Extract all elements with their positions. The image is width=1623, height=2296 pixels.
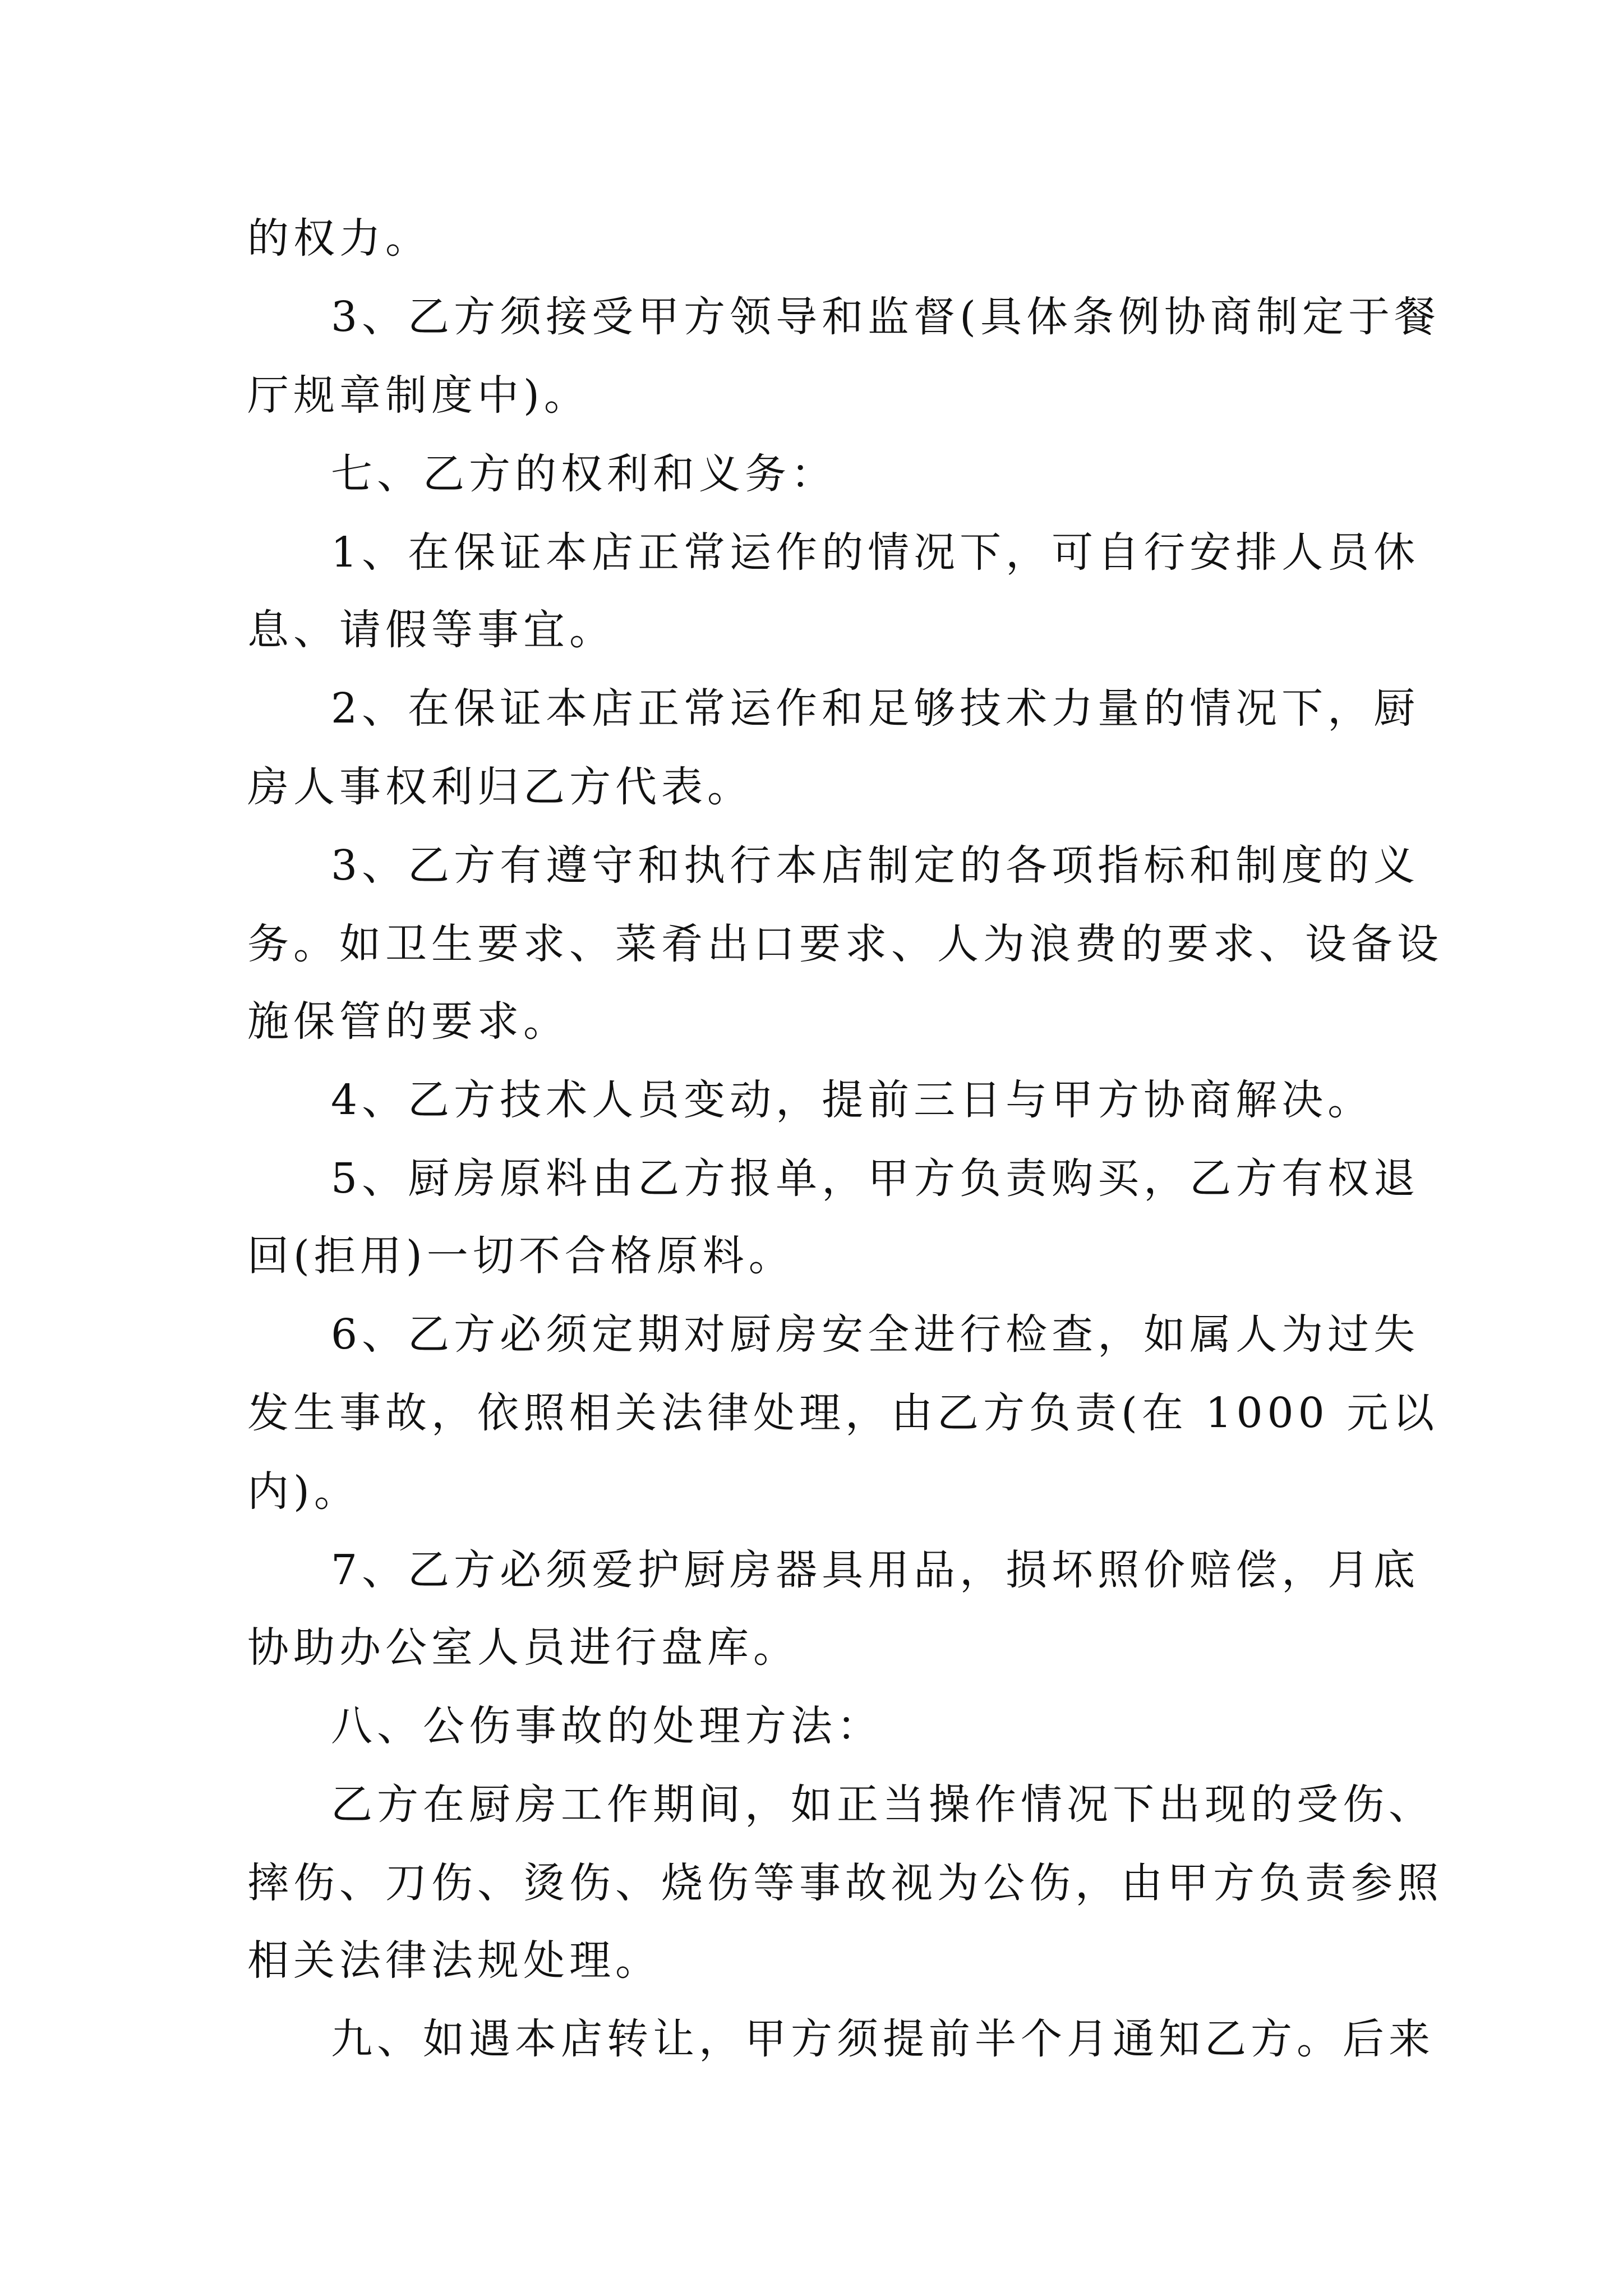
text-line: 乙方在厨房工作期间，如正当操作情况下出现的受伤、 bbox=[331, 1780, 1435, 1829]
text-line: 厅规章制度中)。 bbox=[247, 371, 590, 420]
text-line: 的权力。 bbox=[247, 214, 431, 263]
text-line: 施保管的要求。 bbox=[247, 997, 569, 1046]
text-line: 4、乙方技术人员变动，提前三日与甲方协商解决。 bbox=[331, 1076, 1374, 1124]
text-line: 3、乙方须接受甲方领导和监督(具体条例协商制定于餐 bbox=[331, 293, 1440, 341]
text-line: 务。如卫生要求、菜肴出口要求、人为浪费的要求、设备设 bbox=[247, 920, 1443, 968]
text-line: 九、如遇本店转让，甲方须提前半个月通知乙方。后来 bbox=[331, 2015, 1435, 2063]
text-line: 3、乙方有遵守和执行本店制定的各项指标和制度的义 bbox=[331, 841, 1420, 890]
text-line: 发生事故，依照相关法律处理，由乙方负责(在 1000 元以 bbox=[247, 1389, 1439, 1437]
text-line: 房人事权利归乙方代表。 bbox=[247, 763, 753, 811]
text-line: 协助办公室人员进行盘库。 bbox=[247, 1623, 799, 1672]
text-line: 相关法律法规处理。 bbox=[247, 1936, 661, 1985]
text-line: 2、在保证本店正常运作和足够技术力量的情况下，厨 bbox=[331, 684, 1420, 733]
text-line: 1、在保证本店正常运作的情况下，可自行安排人员休 bbox=[331, 528, 1420, 577]
text-line: 7、乙方必须爱护厨房器具用品，损坏照价赔偿，月底 bbox=[331, 1546, 1420, 1594]
text-line: 6、乙方必须定期对厨房安全进行检查，如属人为过失 bbox=[331, 1310, 1420, 1359]
text-line: 回(拒用)一切不合格原料。 bbox=[247, 1232, 795, 1280]
text-line: 七、乙方的权利和义务： bbox=[331, 450, 837, 498]
text-line: 5、厨房原料由乙方报单，甲方负责购买，乙方有权退 bbox=[331, 1154, 1420, 1203]
text-line: 息、请假等事宜。 bbox=[247, 606, 615, 654]
text-line: 摔伤、刀伤、烫伤、烧伤等事故视为公伤，由甲方负责参照 bbox=[247, 1859, 1443, 1907]
text-line: 内)。 bbox=[247, 1467, 360, 1516]
text-line: 八、公伤事故的处理方法： bbox=[331, 1702, 883, 1750]
